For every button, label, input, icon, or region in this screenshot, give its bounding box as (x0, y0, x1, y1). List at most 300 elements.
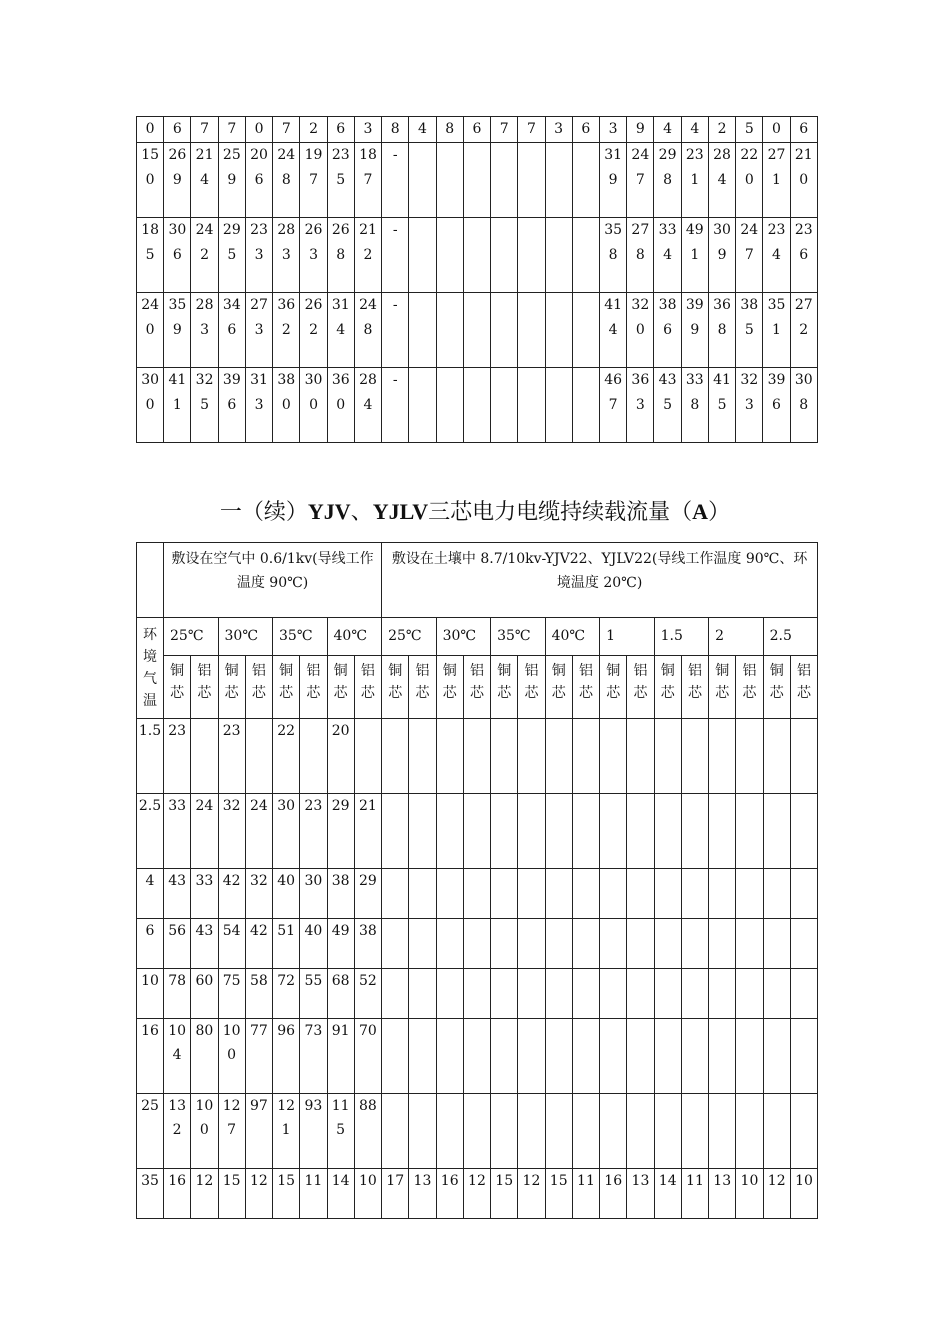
copper-core-header: 铜芯 (600, 656, 627, 719)
top-cell: 210 (790, 143, 817, 218)
ampacity-cell: 127 (218, 1094, 245, 1169)
top-cell: 4 (409, 117, 436, 143)
ampacity-cell: 30 (273, 794, 300, 869)
aluminum-core-header: 铝芯 (790, 656, 817, 719)
top-cell: 206 (245, 143, 272, 218)
top-cell: 396 (218, 368, 245, 443)
ampacity-cell (518, 869, 545, 919)
ampacity-cell (709, 794, 736, 869)
top-cell: 338 (681, 368, 708, 443)
aluminum-core-header: 铝芯 (300, 656, 327, 719)
ampacity-cell: 22 (273, 719, 300, 794)
top-cell: 2 (300, 117, 327, 143)
ampacity-cell: 12 (518, 1169, 545, 1219)
aluminum-core-header: 铝芯 (191, 656, 218, 719)
ampacity-cell: 12 (763, 1169, 790, 1219)
cross-section-label: 1.5 (137, 719, 164, 794)
top-cell (436, 293, 463, 368)
ampacity-cell (463, 794, 490, 869)
top-cell: 187 (354, 143, 381, 218)
top-cell: 386 (654, 293, 681, 368)
ampacity-cell (709, 969, 736, 1019)
ampacity-cell (491, 919, 518, 969)
ampacity-cell (545, 719, 572, 794)
copper-core-header: 铜芯 (218, 656, 245, 719)
ampacity-cell: 10 (790, 1169, 817, 1219)
ampacity-cell: 15 (218, 1169, 245, 1219)
ampacity-cell (654, 969, 681, 1019)
ampacity-cell (736, 794, 763, 869)
ampacity-cell: 20 (327, 719, 354, 794)
ampacity-cell: 24 (191, 794, 218, 869)
top-cell: 263 (300, 218, 327, 293)
ampacity-cell (790, 1094, 817, 1169)
ampacity-cell: 14 (654, 1169, 681, 1219)
ampacity-cell: 100 (218, 1019, 245, 1094)
top-cell: 380 (273, 368, 300, 443)
ampacity-cell (736, 969, 763, 1019)
ampacity-cell (572, 969, 599, 1019)
ampacity-cell (654, 869, 681, 919)
aluminum-core-header: 铝芯 (572, 656, 599, 719)
ampacity-cell (545, 869, 572, 919)
top-cell: 284 (708, 143, 735, 218)
cross-section-label: 25 (137, 1094, 164, 1169)
ampacity-cell: 43 (191, 919, 218, 969)
top-cell: 0 (245, 117, 272, 143)
top-cell: 491 (681, 218, 708, 293)
ampacity-cell (654, 1019, 681, 1094)
row-label-ambient-temp: 环境气温 (137, 618, 164, 719)
bottom-ampacity-table (136, 542, 818, 1219)
ampacity-cell (518, 1094, 545, 1169)
ampacity-cell: 12 (191, 1169, 218, 1219)
ampacity-cell (409, 969, 436, 1019)
top-cell: - (382, 293, 409, 368)
ampacity-cell: 72 (273, 969, 300, 1019)
ampacity-cell: 42 (245, 919, 272, 969)
ampacity-cell: 29 (327, 794, 354, 869)
copper-core-header: 铜芯 (709, 656, 736, 719)
ampacity-cell (409, 919, 436, 969)
top-cell: 7 (273, 117, 300, 143)
temp-header: 2.5 (763, 618, 818, 656)
aluminum-core-header: 铝芯 (736, 656, 763, 719)
top-cell: 248 (354, 293, 381, 368)
title-sep: 、 (350, 500, 373, 525)
top-cell: 6 (164, 117, 191, 143)
ampacity-cell (409, 869, 436, 919)
ampacity-cell (436, 794, 463, 869)
ampacity-cell (681, 1094, 708, 1169)
top-cell (463, 218, 490, 293)
temp-header: 25℃ (164, 618, 219, 656)
top-cell (436, 368, 463, 443)
ampacity-cell (545, 1019, 572, 1094)
ampacity-cell: 13 (409, 1169, 436, 1219)
ampacity-cell (763, 869, 790, 919)
top-cell: 259 (218, 143, 245, 218)
top-cell: 231 (681, 143, 708, 218)
ampacity-cell (709, 919, 736, 969)
top-cell: 3 (354, 117, 381, 143)
ampacity-cell: 14 (327, 1169, 354, 1219)
ampacity-cell: 97 (245, 1094, 272, 1169)
ampacity-cell (491, 794, 518, 869)
top-cell: 306 (164, 218, 191, 293)
ampacity-cell (409, 1094, 436, 1169)
top-cell (572, 143, 599, 218)
top-cell: 248 (273, 143, 300, 218)
top-cell: 234 (763, 218, 790, 293)
ampacity-cell (600, 1094, 627, 1169)
ampacity-cell (654, 719, 681, 794)
ampacity-cell (245, 719, 272, 794)
ampacity-cell: 32 (245, 869, 272, 919)
table-title (0, 496, 950, 529)
ampacity-cell (709, 719, 736, 794)
ampacity-cell (681, 1019, 708, 1094)
temp-header: 40℃ (327, 618, 382, 656)
ampacity-cell: 17 (382, 1169, 409, 1219)
aluminum-core-header: 铝芯 (627, 656, 654, 719)
top-cell: 247 (627, 143, 654, 218)
top-ampacity-table (136, 116, 818, 443)
top-cell: 467 (599, 368, 626, 443)
ampacity-cell (627, 869, 654, 919)
top-cell: 268 (327, 218, 354, 293)
title-yjlv: YJLV (372, 499, 429, 524)
ampacity-cell: 75 (218, 969, 245, 1019)
ampacity-cell: 29 (354, 869, 381, 919)
header-air: 敷设在空气中 0.6/1kv(导线工作温度 90℃) (164, 543, 382, 618)
top-cell: 414 (599, 293, 626, 368)
ampacity-cell: 38 (354, 919, 381, 969)
top-cell: 212 (354, 218, 381, 293)
ampacity-cell (736, 719, 763, 794)
top-cell: 283 (191, 293, 218, 368)
ampacity-cell: 96 (273, 1019, 300, 1094)
top-cell: 4 (654, 117, 681, 143)
cross-section-label: 6 (137, 919, 164, 969)
top-cell (409, 368, 436, 443)
copper-core-header: 铜芯 (327, 656, 354, 719)
aluminum-core-header: 铝芯 (245, 656, 272, 719)
ampacity-cell: 30 (300, 869, 327, 919)
ampacity-cell (627, 919, 654, 969)
top-cell (545, 143, 572, 218)
ampacity-cell (382, 919, 409, 969)
ampacity-cell (763, 1094, 790, 1169)
top-cell: 8 (382, 117, 409, 143)
ampacity-cell: 58 (245, 969, 272, 1019)
ampacity-cell (681, 969, 708, 1019)
ampacity-cell: 77 (245, 1019, 272, 1094)
ampacity-cell (436, 1094, 463, 1169)
ampacity-cell: 49 (327, 919, 354, 969)
top-cell (545, 218, 572, 293)
top-cell: 283 (273, 218, 300, 293)
temp-header: 30℃ (436, 618, 491, 656)
top-cell: 346 (218, 293, 245, 368)
copper-core-header: 铜芯 (763, 656, 790, 719)
ampacity-cell (518, 794, 545, 869)
corner-cell (137, 543, 164, 618)
top-cell: 240 (137, 293, 164, 368)
top-cell: 3 (545, 117, 572, 143)
top-cell: 313 (245, 368, 272, 443)
ampacity-cell (600, 794, 627, 869)
temp-header: 35℃ (273, 618, 328, 656)
top-cell: 278 (627, 218, 654, 293)
top-cell: 319 (599, 143, 626, 218)
ampacity-cell (436, 719, 463, 794)
ampacity-cell: 15 (491, 1169, 518, 1219)
temp-header: 35℃ (491, 618, 546, 656)
ampacity-cell (518, 969, 545, 1019)
ampacity-cell (600, 1019, 627, 1094)
ampacity-cell: 52 (354, 969, 381, 1019)
ampacity-cell (382, 1094, 409, 1169)
top-cell: 0 (763, 117, 790, 143)
ampacity-cell (382, 1019, 409, 1094)
ampacity-cell (736, 1094, 763, 1169)
ampacity-cell: 78 (164, 969, 191, 1019)
temp-header: 1.5 (654, 618, 709, 656)
temp-header: 40℃ (545, 618, 600, 656)
ampacity-cell: 16 (164, 1169, 191, 1219)
ampacity-cell (572, 1094, 599, 1169)
ampacity-cell: 21 (354, 794, 381, 869)
ampacity-cell: 51 (273, 919, 300, 969)
ampacity-cell (545, 1094, 572, 1169)
aluminum-core-header: 铝芯 (409, 656, 436, 719)
ampacity-cell (790, 869, 817, 919)
ampacity-cell (654, 1094, 681, 1169)
ampacity-cell (409, 794, 436, 869)
top-cell: 363 (627, 368, 654, 443)
ampacity-cell (654, 919, 681, 969)
top-cell: 359 (164, 293, 191, 368)
ampacity-cell: 12 (463, 1169, 490, 1219)
top-cell (409, 293, 436, 368)
cross-section-label: 16 (137, 1019, 164, 1094)
ampacity-cell: 33 (164, 794, 191, 869)
top-cell: - (382, 143, 409, 218)
ampacity-cell (463, 1094, 490, 1169)
ampacity-cell (790, 719, 817, 794)
top-cell: 360 (327, 368, 354, 443)
temp-header: 25℃ (382, 618, 437, 656)
ampacity-cell: 13 (709, 1169, 736, 1219)
top-cell (545, 368, 572, 443)
ampacity-cell: 73 (300, 1019, 327, 1094)
ampacity-cell (709, 869, 736, 919)
ampacity-cell: 11 (300, 1169, 327, 1219)
ampacity-cell (790, 969, 817, 1019)
top-cell: 411 (164, 368, 191, 443)
top-cell (436, 143, 463, 218)
ampacity-cell (409, 1019, 436, 1094)
ampacity-cell: 11 (681, 1169, 708, 1219)
ampacity-cell (681, 794, 708, 869)
ampacity-cell (545, 969, 572, 1019)
ampacity-cell: 40 (300, 919, 327, 969)
ampacity-cell: 10 (736, 1169, 763, 1219)
top-cell (518, 143, 545, 218)
top-cell: 271 (763, 143, 790, 218)
ampacity-cell (491, 719, 518, 794)
copper-core-header: 铜芯 (545, 656, 572, 719)
ampacity-cell (354, 719, 381, 794)
ampacity-cell (600, 719, 627, 794)
ampacity-cell: 54 (218, 919, 245, 969)
ampacity-cell (627, 719, 654, 794)
aluminum-core-header: 铝芯 (518, 656, 545, 719)
top-cell: 298 (654, 143, 681, 218)
ampacity-cell (572, 794, 599, 869)
top-cell: 150 (137, 143, 164, 218)
ampacity-cell (463, 919, 490, 969)
ampacity-cell: 60 (191, 969, 218, 1019)
ampacity-cell: 15 (545, 1169, 572, 1219)
aluminum-core-header: 铝芯 (681, 656, 708, 719)
temp-header: 30℃ (218, 618, 273, 656)
copper-core-header: 铜芯 (164, 656, 191, 719)
top-cell: 396 (763, 368, 790, 443)
top-cell: 185 (137, 218, 164, 293)
copper-core-header: 铜芯 (436, 656, 463, 719)
ampacity-cell (409, 719, 436, 794)
top-cell: 308 (790, 368, 817, 443)
ampacity-cell (518, 719, 545, 794)
ampacity-cell: 93 (300, 1094, 327, 1169)
ampacity-cell: 11 (572, 1169, 599, 1219)
top-cell (518, 368, 545, 443)
ampacity-cell (463, 1019, 490, 1094)
top-cell (491, 368, 518, 443)
ampacity-cell (627, 969, 654, 1019)
cross-section-label: 2.5 (137, 794, 164, 869)
ampacity-cell (627, 1094, 654, 1169)
top-cell (463, 368, 490, 443)
ampacity-cell (518, 919, 545, 969)
cross-section-label: 35 (137, 1169, 164, 1219)
top-cell: 435 (654, 368, 681, 443)
ampacity-cell (600, 919, 627, 969)
ampacity-cell (436, 869, 463, 919)
temp-header: 1 (600, 618, 655, 656)
ampacity-cell (572, 919, 599, 969)
top-cell: 6 (790, 117, 817, 143)
top-cell: 262 (300, 293, 327, 368)
top-cell: 272 (790, 293, 817, 368)
ampacity-cell (382, 969, 409, 1019)
top-cell: 247 (736, 218, 763, 293)
top-cell: 242 (191, 218, 218, 293)
ampacity-cell (491, 969, 518, 1019)
ampacity-cell (709, 1019, 736, 1094)
top-cell (518, 293, 545, 368)
top-cell: 197 (300, 143, 327, 218)
top-cell: 2 (708, 117, 735, 143)
ampacity-cell (763, 969, 790, 1019)
top-cell: 314 (327, 293, 354, 368)
ampacity-cell: 40 (273, 869, 300, 919)
top-cell: 351 (763, 293, 790, 368)
ampacity-cell (436, 969, 463, 1019)
top-cell (545, 293, 572, 368)
copper-core-header: 铜芯 (654, 656, 681, 719)
ampacity-cell (191, 719, 218, 794)
ampacity-cell (600, 869, 627, 919)
ampacity-cell (572, 869, 599, 919)
top-cell: 7 (191, 117, 218, 143)
top-cell: 362 (273, 293, 300, 368)
top-cell: 273 (245, 293, 272, 368)
top-cell (572, 218, 599, 293)
top-cell: 4 (681, 117, 708, 143)
copper-core-header: 铜芯 (273, 656, 300, 719)
top-cell: - (382, 218, 409, 293)
ampacity-cell (709, 1094, 736, 1169)
header-soil: 敷设在土壤中 8.7/10kv-YJV22、YJLV22(导线工作温度 90℃、环境温度 20℃) (382, 543, 818, 618)
ampacity-cell: 100 (191, 1094, 218, 1169)
ampacity-cell (790, 919, 817, 969)
top-cell: 8 (436, 117, 463, 143)
top-cell: 7 (491, 117, 518, 143)
ampacity-cell: 32 (218, 794, 245, 869)
ampacity-cell (436, 919, 463, 969)
top-cell: 6 (463, 117, 490, 143)
ampacity-cell (763, 919, 790, 969)
top-cell: 6 (572, 117, 599, 143)
ampacity-cell (763, 1019, 790, 1094)
top-cell (463, 293, 490, 368)
copper-core-header: 铜芯 (491, 656, 518, 719)
top-cell: 300 (137, 368, 164, 443)
ampacity-cell (463, 719, 490, 794)
ampacity-cell (463, 869, 490, 919)
top-cell: 300 (300, 368, 327, 443)
top-cell: 5 (736, 117, 763, 143)
ampacity-cell: 23 (300, 794, 327, 869)
ampacity-cell: 16 (600, 1169, 627, 1219)
ampacity-cell: 16 (436, 1169, 463, 1219)
top-cell: 334 (654, 218, 681, 293)
ampacity-cell (382, 794, 409, 869)
aluminum-core-header: 铝芯 (463, 656, 490, 719)
ampacity-cell (627, 794, 654, 869)
ampacity-cell (572, 719, 599, 794)
cross-section-label: 10 (137, 969, 164, 1019)
top-cell: 358 (599, 218, 626, 293)
ampacity-cell: 43 (164, 869, 191, 919)
top-cell: 309 (708, 218, 735, 293)
top-cell: 0 (137, 117, 164, 143)
top-cell: 284 (354, 368, 381, 443)
ampacity-cell: 121 (273, 1094, 300, 1169)
ampacity-cell: 56 (164, 919, 191, 969)
ampacity-cell (736, 1019, 763, 1094)
ampacity-cell (572, 1019, 599, 1094)
top-cell (572, 368, 599, 443)
ampacity-cell: 42 (218, 869, 245, 919)
ampacity-cell (654, 794, 681, 869)
ampacity-cell: 115 (327, 1094, 354, 1169)
copper-core-header: 铜芯 (382, 656, 409, 719)
ampacity-cell: 104 (164, 1019, 191, 1094)
